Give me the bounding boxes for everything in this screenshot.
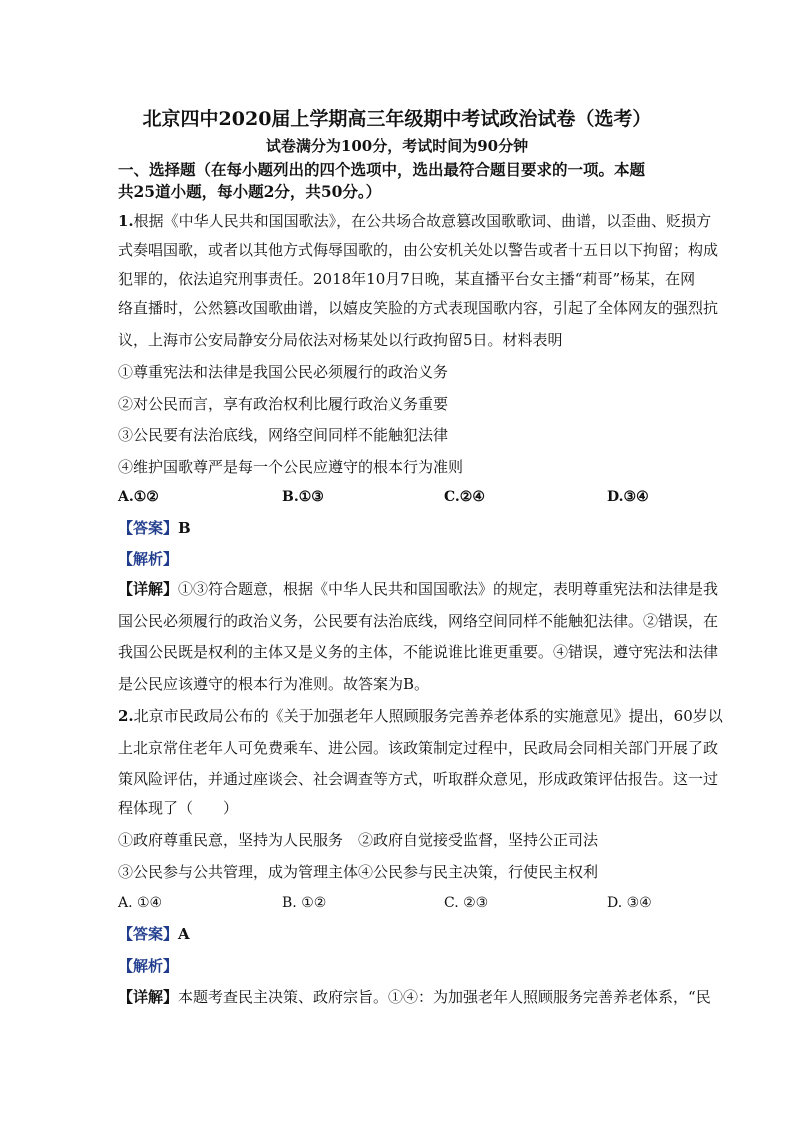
q1-detail-line: 我国公民既是权利的主体又是义务的主体，不能说谁比谁更重要。④错误，遵守宪法和法律 — [118, 643, 719, 661]
q2-option-b: B. ①② — [282, 895, 327, 911]
detail-label: 【详解】 — [118, 580, 179, 598]
exam-info: 试卷满分为100分，考试时间为90分钟 — [265, 137, 529, 155]
q1-option-d: D.③④ — [607, 489, 649, 505]
q1-stem-line: 1.根据《中华人民共和国国歌法》，在公共场合故意篡改国歌歌词、曲谱，以歪曲、贬损方 — [118, 212, 712, 230]
q1-stem-line: 络直播时，公然篡改国歌曲谱，以嬉皮笑脸的方式表现国歌内容，引起了全体网友的强烈抗 — [118, 299, 719, 317]
q2-detail-line: 【详解】本题考查民主决策、政府宗旨。①④：为加强老年人照顾服务完善养老体系，“民 — [118, 988, 711, 1006]
q1-answer — [118, 517, 191, 539]
q1-detail-line: 国公民必须履行的政治义务，公民要有法治底线，网络空间同样不能触犯法律。②错误，在 — [118, 612, 719, 630]
q1-detail-line: 是公民应该遵守的根本行为准则。故答案为B。 — [118, 675, 430, 693]
answer-label: 【答案】 — [118, 925, 179, 943]
answer-value: A — [178, 925, 190, 943]
q2-statement: ①政府尊重民意，坚持为人民服务 ②政府自觉接受监督，坚持公正司法 — [118, 831, 599, 849]
q1-option-b: B.①③ — [282, 489, 324, 505]
q1-statement: ①尊重宪法和法律是我国公民必须履行的政治义务 — [118, 363, 449, 381]
q2-stem-line: 策风险评估，并通过座谈会、社会调查等方式，听取群众意见，形成政策评估报告。这一过 — [118, 770, 719, 788]
q1-option-c: C.②④ — [444, 489, 485, 505]
section-heading-line: 一、选择题（在每小题列出的四个选项中，选出最符合题目要求的一项。本题 — [118, 160, 646, 179]
q2-stem-line: 程体现了（ ） — [118, 799, 239, 817]
q1-statement: ③公民要有法治底线，网络空间同样不能触犯法律 — [118, 426, 449, 444]
q1-number: 1. — [118, 212, 134, 230]
page-title: 北京四中2020届上学期高三年级期中考试政治试卷（选考） — [142, 108, 652, 130]
q2-answer — [118, 923, 190, 945]
q2-analysis-label: 【解析】 — [118, 957, 179, 975]
q2-stem-line: 2.北京市民政局公布的《关于加强老年人照顾服务完善养老体系的实施意见》提出，60岁以 — [118, 707, 723, 725]
answer-label: 【答案】 — [118, 519, 179, 537]
detail-label: 【详解】 — [118, 988, 179, 1006]
q1-statement: ④维护国歌尊严是每一个公民应遵守的根本行为准则 — [118, 458, 464, 476]
q2-option-a: A. ①④ — [118, 895, 163, 911]
q1-option-a: A.①② — [118, 489, 159, 505]
q1-detail-line: 【详解】①③符合题意，根据《中华人民共和国国歌法》的规定，表明尊重宪法和法律是我 — [118, 580, 719, 598]
q2-stem-line: 上北京常住老年人可免费乘车、进公园。该政策制定过程中，民政局会同相关部门开展了政 — [118, 739, 719, 757]
q2-option-c: C. ②③ — [444, 895, 489, 911]
q2-option-d: D. ③④ — [607, 895, 652, 911]
q1-stem-line: 式奏唱国歌，或者以其他方式侮辱国歌的，由公安机关处以警告或者十五日以下拘留；构成 — [118, 241, 719, 259]
section-heading-line: 共25道小题，每小题2分，共50分。） — [118, 182, 382, 201]
q2-statement: ③公民参与公共管理，成为管理主体④公民参与民主决策，行使民主权利 — [118, 863, 599, 881]
q1-stem-line: 议，上海市公安局静安分局依法对杨某处以行政拘留5日。材料表明 — [118, 331, 563, 349]
q1-stem-line: 犯罪的，依法追究刑事责任。2018年10月7日晚，某直播平台女主播“莉哥”杨某，在网 — [118, 270, 696, 288]
answer-value: B — [178, 519, 191, 537]
q2-number: 2. — [118, 707, 134, 725]
q1-statement: ②对公民而言，享有政治权利比履行政治义务重要 — [118, 395, 449, 413]
q1-analysis-label: 【解析】 — [118, 550, 179, 568]
